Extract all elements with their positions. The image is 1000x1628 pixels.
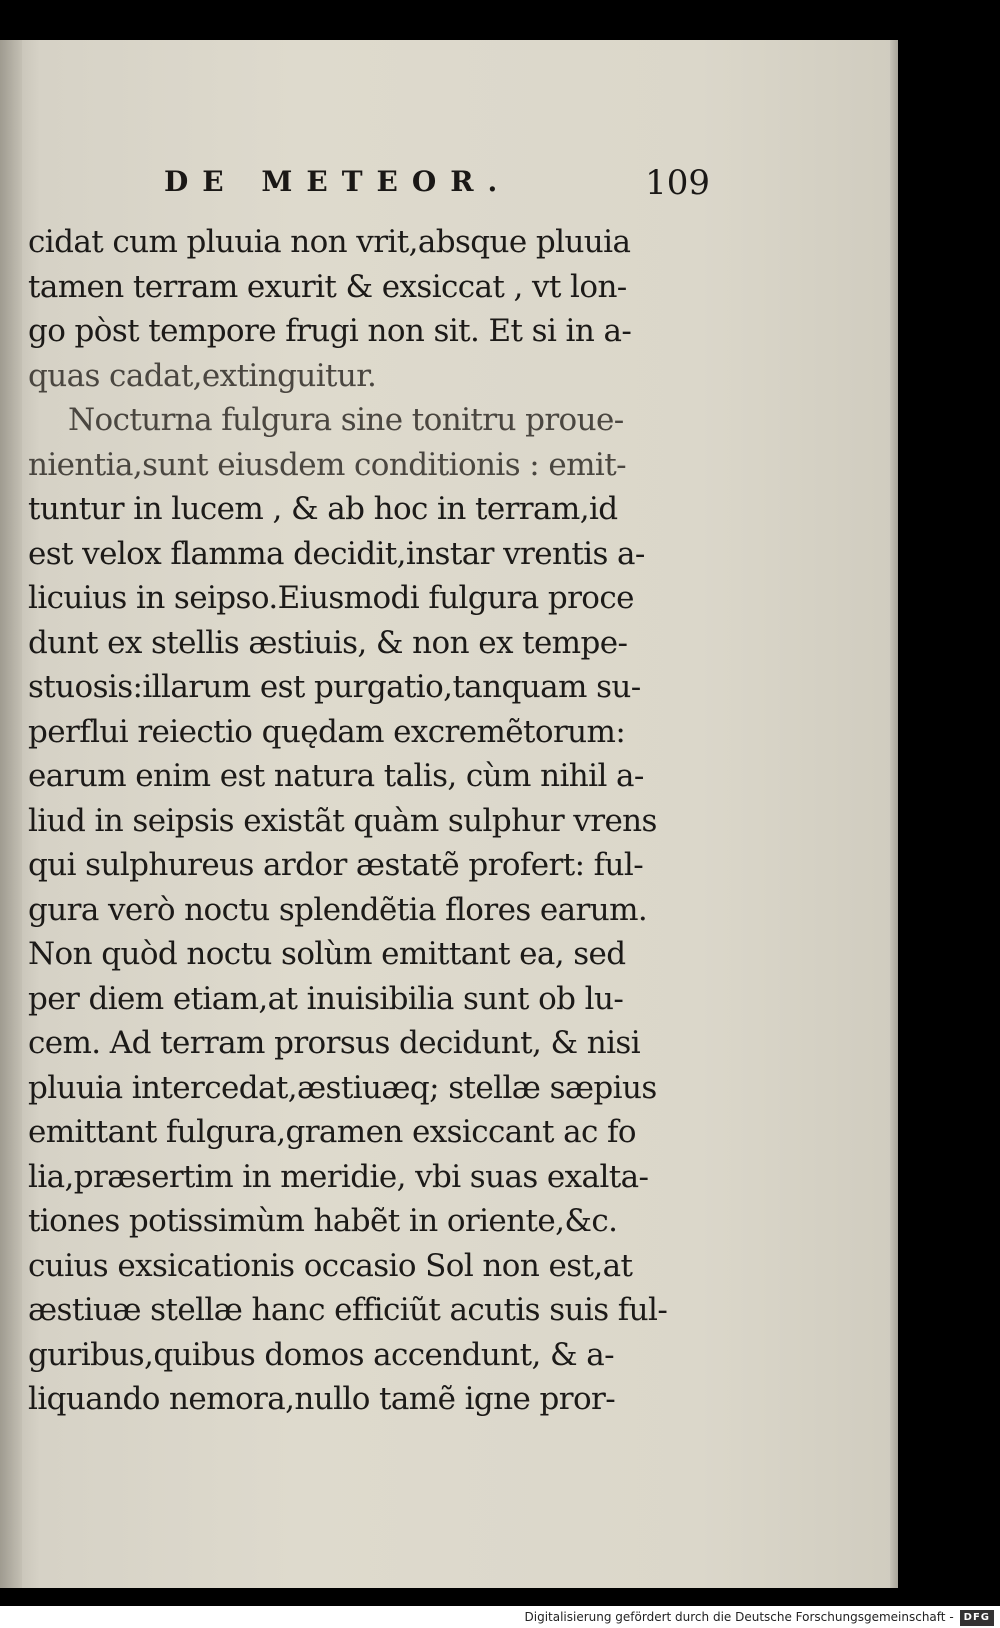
- text-line: nientia,sunt eiusdem conditionis : emit-: [28, 446, 626, 483]
- digitization-footer: [0, 1606, 1000, 1628]
- text-line: earum enim est natura talis, cùm nihil a-: [28, 758, 644, 794]
- text-line: emittant fulgura,gramen exsiccant ac fo: [28, 1114, 636, 1150]
- funding-notice: Digitalisierung gefördert durch die Deutsche Forschungsgemeinschaft -: [524, 1610, 954, 1624]
- running-head: DE METEOR.: [164, 165, 512, 198]
- text-line: lia,præsertim in meridie, vbi suas exalta-: [28, 1158, 649, 1195]
- paragraph-start-line: Nocturna fulgura sine tonitru proue-: [68, 402, 624, 438]
- dfg-logo: DFG: [960, 1610, 994, 1626]
- page-gutter: [0, 40, 22, 1588]
- text-line: liud in seipsis existãt quàm sulphur vrens: [28, 802, 657, 839]
- text-line: cuius exsicationis occasio Sol non est,at: [28, 1247, 633, 1284]
- text-line: gura verò noctu splendẽtia flores earum.: [28, 891, 648, 928]
- text-line: dunt ex stellis æstiuis, & non ex tempe-: [28, 624, 628, 661]
- text-line: guribus,quibus domos accendunt, & a-: [28, 1336, 615, 1373]
- text-line: pluuia intercedat,æstiuæq; stellæ sæpius: [28, 1069, 657, 1106]
- text-line: tiones potissimùm habẽt in oriente,&c.: [28, 1203, 618, 1239]
- book-page: [0, 40, 898, 1588]
- text-line: liquando nemora,nullo tamẽ igne pror-: [28, 1381, 616, 1417]
- text-line: licuius in seipso.Eiusmodi fulgura proce: [28, 580, 634, 616]
- text-line: quas cadat,extinguitur.: [28, 357, 377, 394]
- text-line: Non quòd noctu solùm emittant ea, sed: [28, 936, 626, 972]
- text-line: go pòst tempore frugi non sit. Et si in a-: [28, 313, 632, 349]
- page-number: 109: [645, 163, 710, 203]
- body-text: [28, 220, 688, 1422]
- text-line: est velox flamma decidit,instar vrentis a-: [28, 535, 645, 572]
- page-edge: [890, 40, 898, 1588]
- text-line: tamen terram exurit & exsiccat , vt lon-: [28, 268, 627, 305]
- text-line: cidat cum pluuia non vrit,absque pluuia: [28, 224, 631, 260]
- text-line: æstiuæ stellæ hanc efficiũt acutis suis ful-: [28, 1292, 668, 1328]
- page-header: [150, 130, 710, 210]
- text-line: qui sulphureus ardor æstatẽ profert: ful-: [28, 847, 644, 883]
- text-line: cem. Ad terram prorsus decidunt, & nisi: [28, 1025, 641, 1061]
- text-line: perflui reiectio quędam excremẽtorum:: [28, 713, 626, 750]
- text-line: stuosis:illarum est purgatio,tanquam su-: [28, 669, 641, 705]
- text-line: per diem etiam,at inuisibilia sunt ob lu-: [28, 980, 624, 1017]
- text-line: tuntur in lucem , & ab hoc in terram,id: [28, 491, 618, 527]
